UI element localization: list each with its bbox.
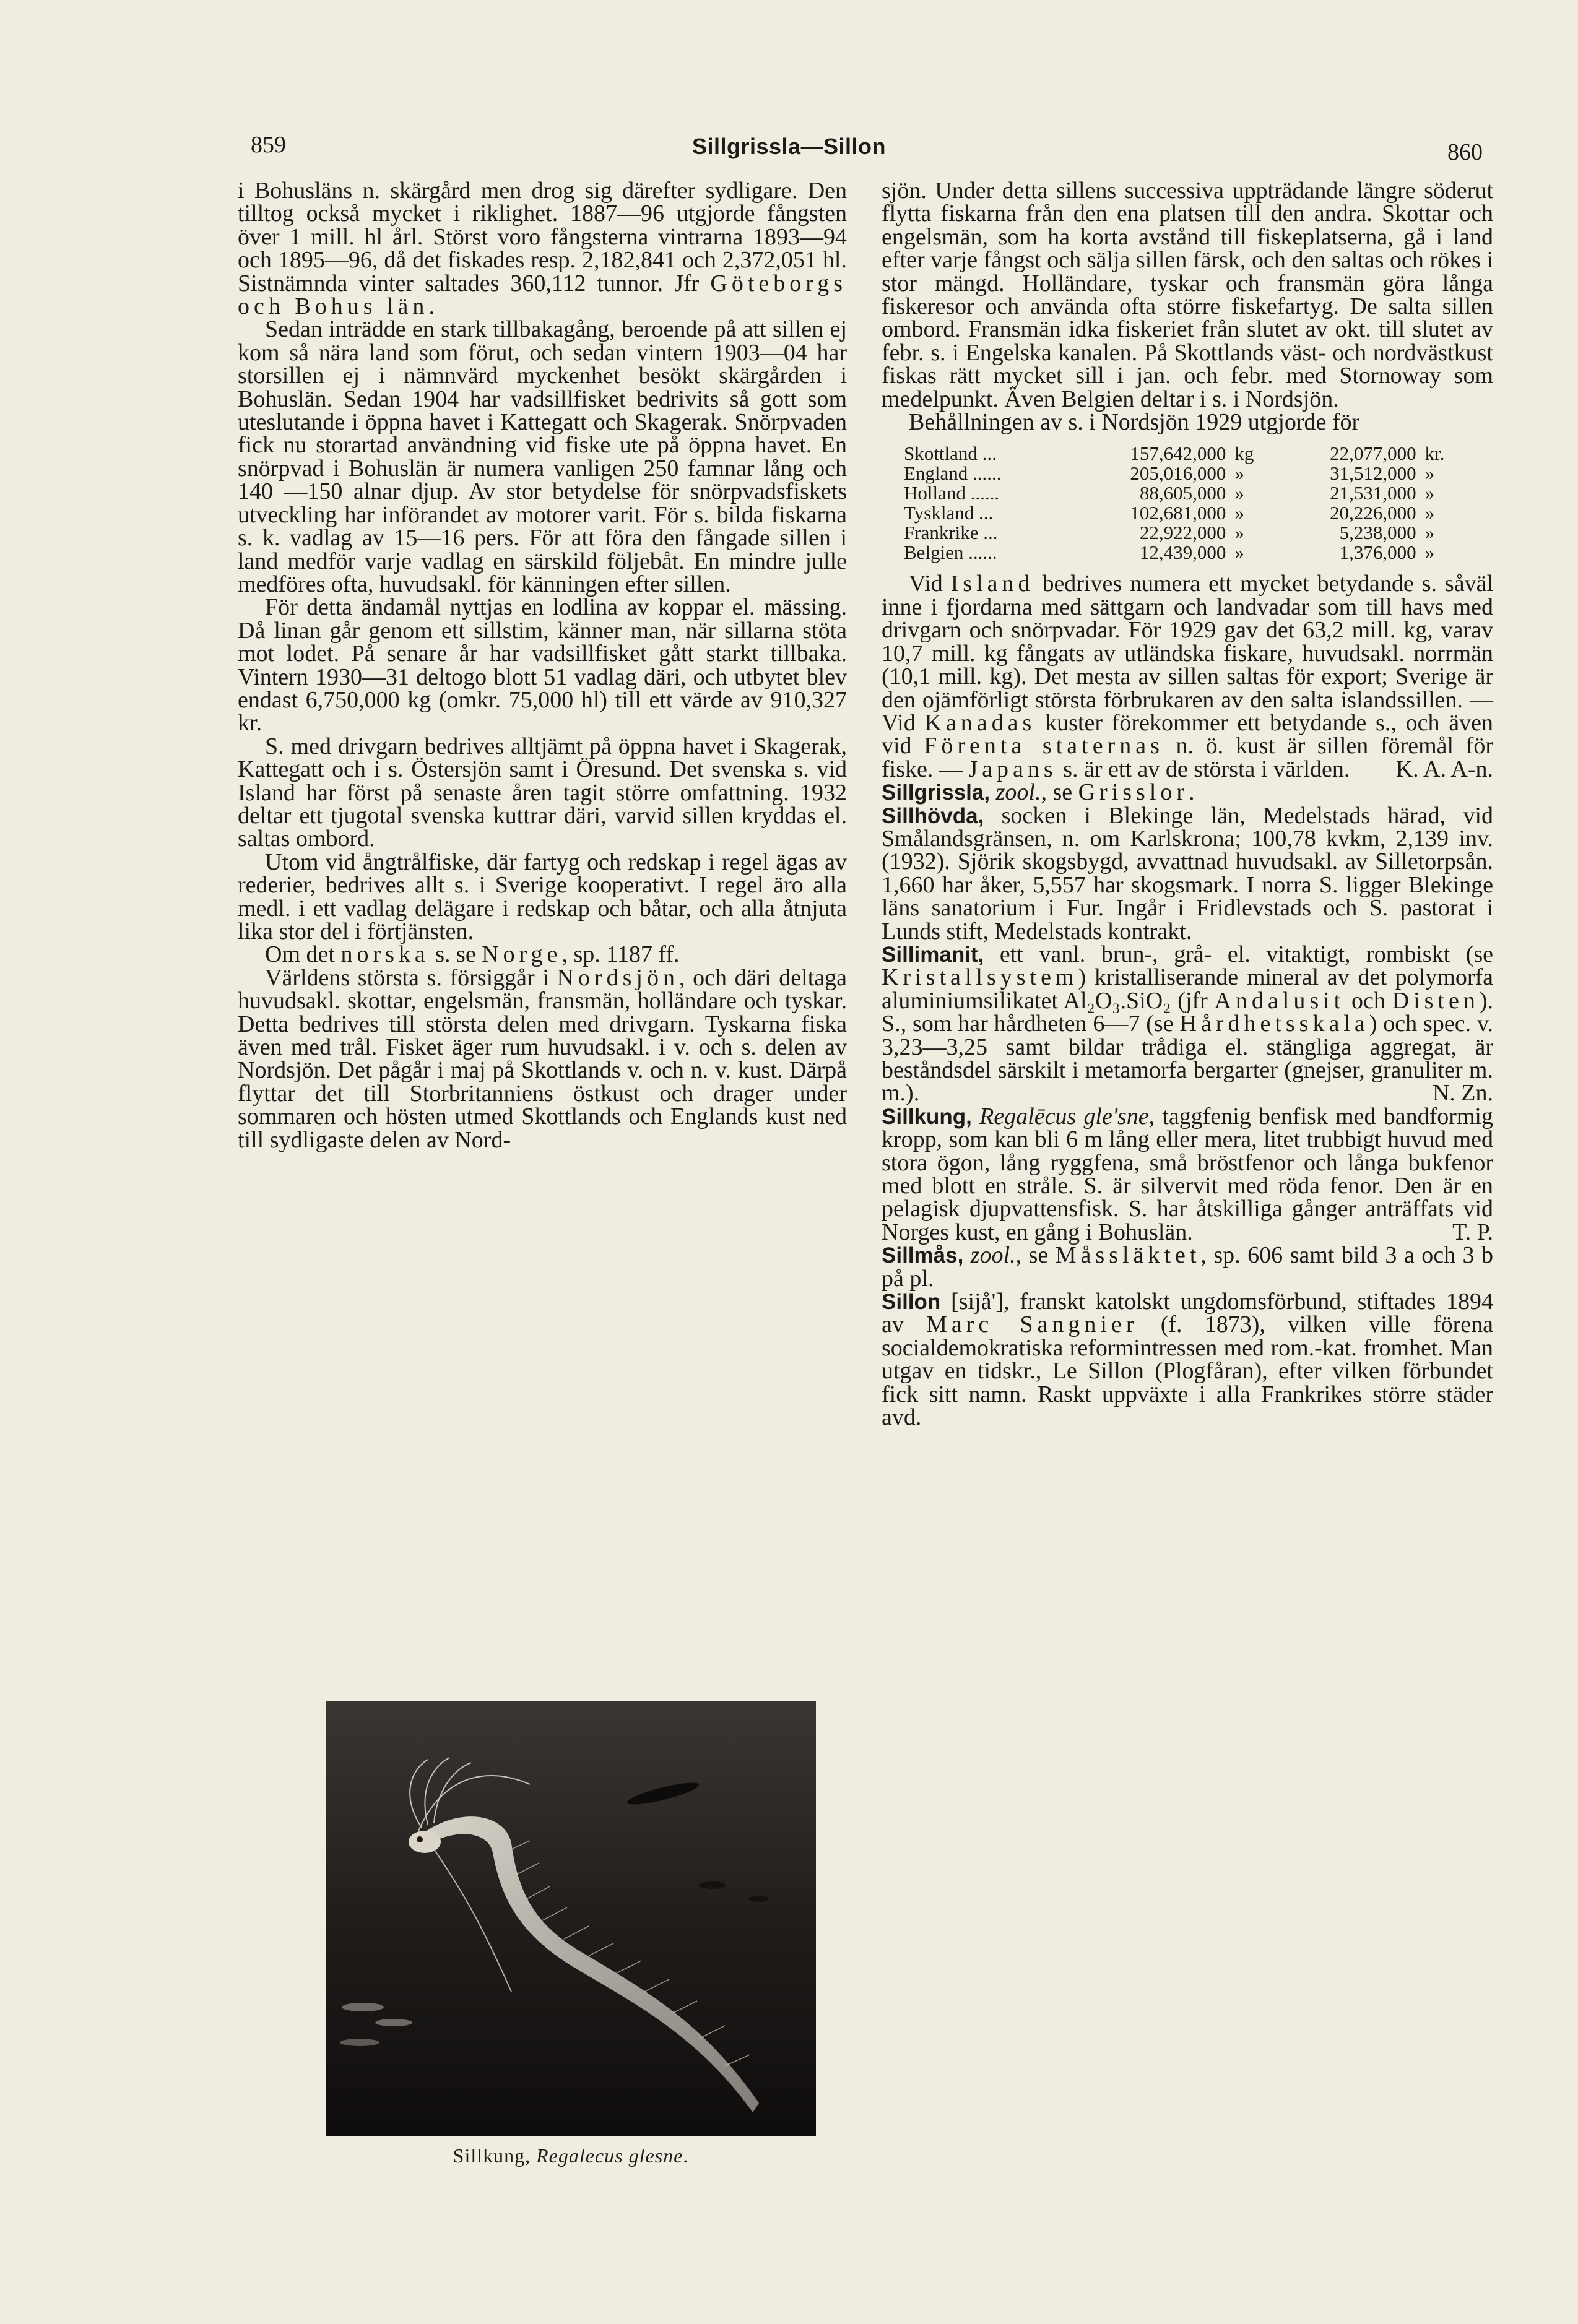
entry-sillhovda: Sillhövda, socken i Blekinge län, Medelstads härad, vid Smålandsgränsen, n. om Karlskrona; 100,78 kvkm, 2,139 inv. (1932). Sjörik skogsbygd, avvattnad huvudsakl. av Silletorpsån. 1,660 har åker, 5,557 har skogsmark. I norra S. ligger Blekinge läns sanatorium i Fur. Ingår i Fridlevstads och S. pastorat i Lunds stift, Medelstads kontrakt. bbox=[882, 802, 1493, 944]
left-column bbox=[238, 179, 847, 1152]
paragraph: i Bohusläns n. skärgård men drog sig därefter sydligare. Den tilltog också mycket i riklighet. 1887—96 utgjorde fångsten över 1 mill. hl årl. Störst voro fångsterna vintrarna 1893—94 och 1895—96, då det fiskades resp. 2,182,841 och 2,372,051 hl. Sistnämnda vinter saltades 360,112 tunnor. Jfr Göteborgs och Bohus län. bbox=[238, 178, 847, 320]
paragraph: Världens största s. försiggår i Nordsjön, och däri deltaga huvudsakl. skottar, engelsmän, fransmän, holländare och tyskar. Detta bedrives till största delen med drivgarn. Tyskarna fiska även med trål. Fisket äger rum huvudsakl. i v. och s. delen av Nordsjön. Det pågår i maj på Skottlands v. och n. v. kust. Därpå flyttar det till Storbritanniens östkust och drager under sommaren och hösten utmed Skottlands och Englands kust ned till sydligaste delen av Nord- bbox=[238, 964, 847, 1153]
table-cell: 102,681,000 bbox=[1130, 502, 1226, 524]
table-cell: 21,531,000 bbox=[1330, 482, 1416, 504]
figure-caption: Sillkung, Regalecus glesne. bbox=[453, 2145, 689, 2167]
page-number-right: 860 bbox=[1447, 139, 1483, 165]
entry-sillmas: Sillmås, zool., se Måssläktet, sp. 606 samt bild 3 a och 3 b på pl. bbox=[882, 1242, 1494, 1292]
cross-reference: Måssläktet bbox=[1055, 1242, 1201, 1269]
headword: Sillhövda, bbox=[882, 803, 984, 828]
headword: Sillmås, bbox=[882, 1243, 964, 1268]
table-cell: » bbox=[1234, 462, 1244, 485]
paragraph: Vid Island bedrives numera ett mycket betydande s. såväl inne i fjordarna med sättgarn och landvadar som till havs med drivgarn och snörpvadar. För 1929 gav det 63,2 mill. kg, varav 10,7 mill. kg fångats av utländska fiskare, huvudsakl. norrmän (10,1 mill. kg). Det mesta av sillen saltas för export; Sverige är den ojämförligt största förbrukaren av den salta islandssillen. — Vid Kanadas kuster förekommer ett betydande s., och även vid Förenta staternas n. ö. kust är sillen föremål för fiske. — Japans s. är ett av de största i världen. K. A. A-n. bbox=[882, 571, 1493, 782]
paragraph: För detta ändamål nyttjas en lodlina av koppar el. mässing. Då linan går genom ett sillstim, känner man, när sillarna stöta mot lodet. På senare år har vadsillfisket gått starkt tillbaka. Vintern 1930—31 deltogo blott 51 vadlag däri, och utbytet blev endast 6,750,000 kg (omkr. 75,000 hl) till ett värde av 910,327 kr. bbox=[238, 594, 847, 737]
running-head: Sillgrissla—Sillon bbox=[691, 134, 887, 159]
table-cell: 157,642,000 bbox=[1130, 443, 1226, 465]
table-cell: England ...... bbox=[904, 462, 1002, 485]
table-cell: 1,376,000 bbox=[1339, 542, 1416, 564]
table-row bbox=[904, 483, 1463, 503]
paragraph: sjön. Under detta sillens successiva uppträdande längre söderut flytta fiskarna från den ena platsen till den andra. Skottar och engelsmän, som ha korta avstånd till fiskeplatserna, gå i land efter varje fångst och sälja sillen färsk, och den saltas och rökes i stor mängd. Holländare, tyskar och fransmän göra långa fiskeresor och använda ofta större fiskefartyg. De salta sillen ombord. Fransmän idka fiskeriet från slutet av okt. till slutet av febr. s. i Engelska kanalen. På Skottlands väst- och nordvästkust fiskas rätt mycket sill i jan. och febr. med Stornoway som medelpunkt. Även Belgien deltar i s. i Nordsjön. bbox=[882, 178, 1493, 412]
paragraph: Utom vid ångtrålfiske, där fartyg och redskap i regel ägas av rederier, bedrives allt s. i Sverige kooperativt. I regel äro alla medl. i ett vadlag delägare i redskap och båtar, och alla åtnjuta lika stor del i förtjänsten. bbox=[238, 849, 847, 944]
table-row bbox=[904, 523, 1463, 543]
table-cell: » bbox=[1424, 522, 1435, 544]
table-cell: » bbox=[1424, 482, 1435, 504]
table-cell: » bbox=[1234, 502, 1244, 524]
oarfish-drawing bbox=[326, 1701, 816, 2136]
table-row bbox=[904, 464, 1463, 483]
author-signature: K. A. A-n. bbox=[1395, 756, 1493, 782]
table-row bbox=[904, 543, 1463, 563]
entry-sillimanit: Sillimanit, ett vanl. brun-, grå- el. vitaktigt, rombiskt (se Kristallsystem) kristalliserande mineral av det polymorfa aluminiumsilikatet Al₂O₃.SiO₂ (jfr Andalusit och Disten). S., som har hårdheten 6—7 (se Hårdhetsskala) och spec. v. 3,23—3,25 samt bildar trådiga el. stängliga aggregat, är beståndsdel särskilt i metamorfa bergarter (gnejser, granuliter m. m.). N. Zn. bbox=[882, 941, 1494, 1107]
table-row bbox=[904, 503, 1463, 523]
table-cell: Frankrike ... bbox=[904, 522, 998, 544]
cross-reference: Göteborgs och Bohus län bbox=[238, 270, 847, 320]
table-cell: 5,238,000 bbox=[1339, 522, 1416, 544]
paragraph: Om det norska s. se Norge, sp. 1187 ff. bbox=[265, 941, 680, 968]
cross-reference: Grisslor bbox=[1078, 779, 1189, 806]
table-cell: » bbox=[1234, 482, 1244, 504]
page-number-left: 859 bbox=[251, 132, 286, 158]
table-cell: 12,439,000 bbox=[1139, 542, 1226, 564]
author-signature: N. Zn. bbox=[1432, 1080, 1493, 1107]
herring-catch-table bbox=[904, 444, 1463, 563]
headword: Sillgrissla, bbox=[882, 780, 991, 805]
table-cell: » bbox=[1234, 522, 1244, 544]
emphasis: Nordsjön bbox=[557, 964, 679, 991]
table-cell: Belgien ...... bbox=[904, 542, 997, 564]
table-cell: 31,512,000 bbox=[1330, 462, 1416, 485]
table-cell: Holland ...... bbox=[904, 482, 1000, 504]
entry-sillgrissla: Sillgrissla, zool., se Grisslor. bbox=[882, 779, 1195, 806]
headword: Sillon bbox=[882, 1290, 941, 1315]
right-column bbox=[882, 179, 1493, 1430]
headword: Sillimanit, bbox=[882, 942, 984, 967]
table-cell: 205,016,000 bbox=[1130, 462, 1226, 485]
oarfish-illustration bbox=[326, 1701, 816, 2136]
table-cell: 22,922,000 bbox=[1139, 522, 1226, 544]
table-cell: kr. bbox=[1424, 443, 1445, 465]
table-cell: » bbox=[1424, 542, 1435, 564]
table-cell: Skottland ... bbox=[904, 443, 997, 465]
author-signature: T. P. bbox=[1452, 1219, 1493, 1245]
paragraph: Behållningen av s. i Nordsjön 1929 utgjorde för bbox=[909, 409, 1360, 436]
cross-reference: Norge bbox=[482, 941, 562, 968]
paragraph: Sedan inträdde en stark tillbakagång, beroende på att sillen ej kom så nära land som förut, och sedan vintern 1903—04 har storsillen ej i nämnvärd myckenhet besökt skärgården i Bohuslän. Sedan 1904 har vadsillfisket bedrivits så gott som uteslutande i öppna havet i Kattegatt och Skagerak. Snörpvaden fick nu storartad användning vid fiske ute på öppna havet. En snörpvad i Bohuslän är numera vanligen 250 famnar lång och 140 —150 alnar djup. Av stor betydelse för snörpvadsfiskets utveckling har införandet av motorer varit. För s. bilda fiskarna s. k. vadlag av 15—16 pers. För att föra den fångade sillen i land medför varje vadlag en särskild följebåt. En mindre julle medföres ofta, huvudsakl. för känningen efter sillen. bbox=[238, 316, 847, 597]
table-cell: » bbox=[1424, 502, 1435, 524]
table-cell: kg bbox=[1234, 443, 1254, 465]
headword: Sillkung, bbox=[882, 1104, 972, 1129]
entry-sillon: Sillon [sijå'], franskt katolskt ungdomsförbund, stiftades 1894 av Marc Sangnier (f. 1873), vilken ville förena socialdemokratiska reformintressen med rom.-kat. fromhet. Man utgav en tidskr., Le Sillon (Plogfåran), efter vilken förbundet fick sitt namn. Raskt uppväxte i alla Frankrikes större städer avd. bbox=[882, 1289, 1493, 1431]
table-cell: 20,226,000 bbox=[1330, 502, 1416, 524]
table-cell: » bbox=[1424, 462, 1435, 485]
paragraph: S. med drivgarn bedrives alltjämt på öppna havet i Skagerak, Kattegatt och i s. Östersjön samt i Öresund. Det svenska s. vid Island har först på senaste åren tagit större omfattning. 1932 deltar ett tjugotal svenska kuttrar däri, varvid sillen kryddas el. saltas ombord. bbox=[238, 733, 847, 852]
table-cell: 88,605,000 bbox=[1139, 482, 1226, 504]
cross-reference: norska bbox=[340, 941, 430, 968]
table-row bbox=[904, 444, 1463, 464]
entry-sillkung: Sillkung, Regalēcus gle'sne, taggfenig benfisk med bandformig kropp, som kan bli 6 m lång eller mera, litet trubbigt huvud med stora ögon, lång ryggfena, små bröstfenor och långa bukfenor med blott en stråle. S. är silvervit med röda fenor. Den är en pelagisk djupvattensfisk. S. har åtskilliga gånger anträffats vid Norges kust, en gång i Bohuslän. T. P. bbox=[882, 1103, 1493, 1245]
table-cell: Tyskland ... bbox=[904, 502, 994, 524]
table-cell: » bbox=[1234, 542, 1244, 564]
table-cell: 22,077,000 bbox=[1330, 443, 1416, 465]
